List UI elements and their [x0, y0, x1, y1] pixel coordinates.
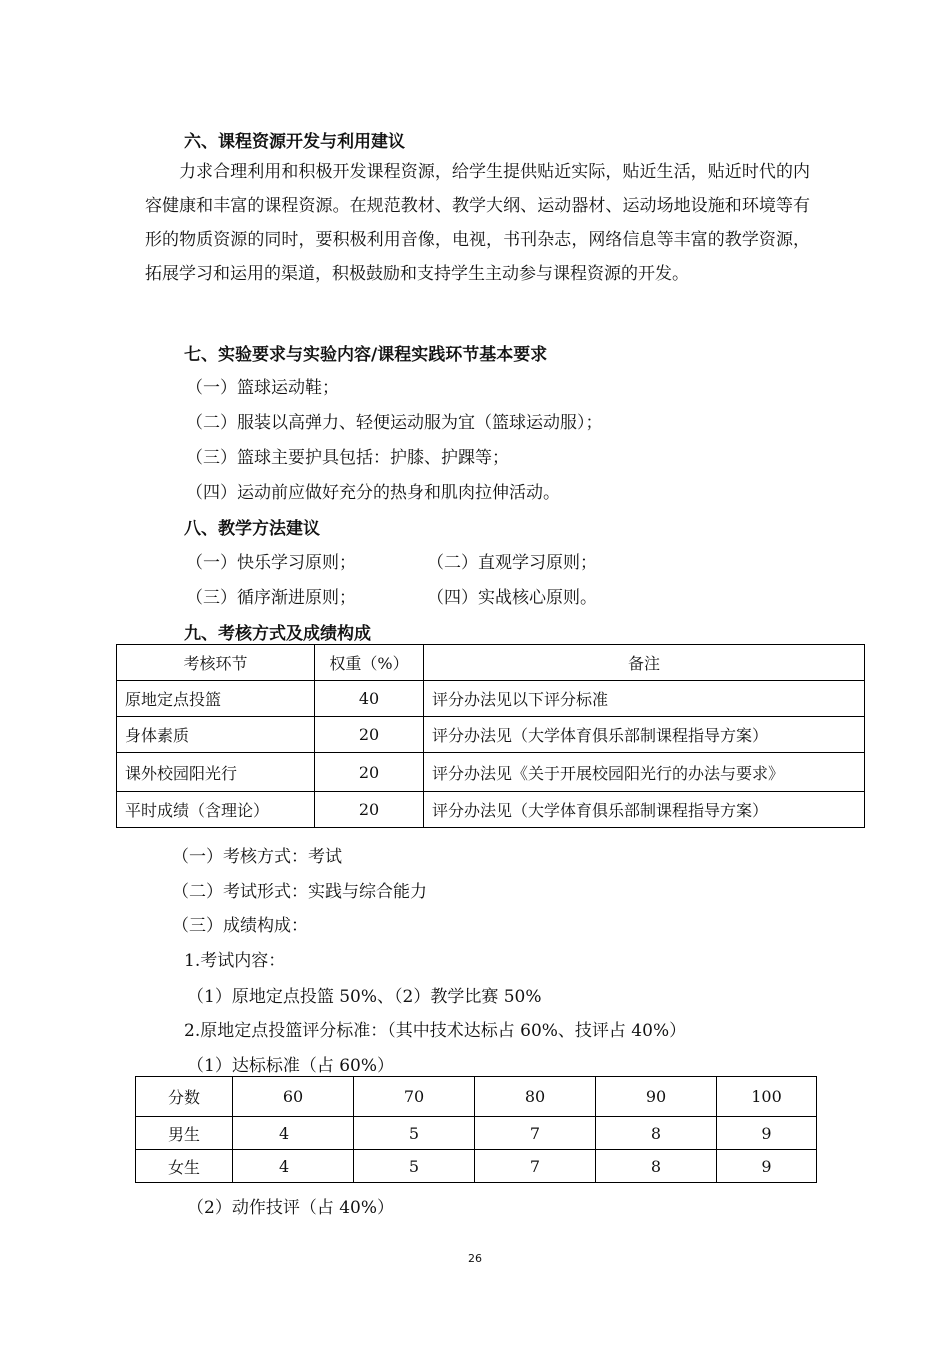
- score-header-cell: 分数: [136, 1077, 233, 1117]
- assessment-line: 1.考试内容：: [184, 951, 286, 971]
- score-cell: 8: [596, 1150, 717, 1183]
- table-row: [117, 681, 865, 717]
- assessment-line: （1）达标标准（占 60%）: [187, 1056, 395, 1076]
- assessment-line: （1）原地定点投篮 50%、（2）教学比赛 50%: [187, 987, 542, 1007]
- table-cell: 身体素质: [117, 717, 315, 753]
- table-row: [117, 717, 865, 753]
- score-header-cell: 100: [717, 1077, 817, 1117]
- assessment-line: （一）考核方式：考试: [172, 847, 342, 867]
- assessment-line: （二）考试形式：实践与综合能力: [172, 882, 427, 902]
- table-cell: 20: [315, 792, 424, 828]
- section-8-item: （三）循序渐进原则；: [186, 588, 356, 608]
- assessment-line: 2.原地定点投篮评分标准：（其中技术达标占 60%、技评占 40%）: [184, 1021, 687, 1041]
- score-cell: 5: [354, 1117, 475, 1150]
- score-cell: 7: [475, 1117, 596, 1150]
- assessment-line: （2）动作技评（占 40%）: [187, 1198, 395, 1218]
- section-8-heading: 八、教学方法建议: [184, 519, 320, 539]
- table-header-cell: 备注: [424, 645, 865, 681]
- section-8-item: （四）实战核心原则。: [427, 588, 597, 608]
- table-cell: 40: [315, 681, 424, 717]
- table-header-cell: 考核环节: [117, 645, 315, 681]
- page-number: 26: [468, 1252, 482, 1265]
- table-cell: 课外校园阳光行: [117, 753, 315, 792]
- score-header-cell: 60: [233, 1077, 354, 1117]
- table-header-row: [117, 645, 865, 681]
- score-cell: 4: [233, 1150, 354, 1183]
- table-cell: 原地定点投篮: [117, 681, 315, 717]
- score-header-row: [136, 1077, 817, 1117]
- table-cell: 评分办法见以下评分标准: [424, 681, 865, 717]
- table-cell: 20: [315, 717, 424, 753]
- table-cell: 评分办法见（大学体育俱乐部制课程指导方案）: [424, 717, 865, 753]
- score-cell: 4: [233, 1117, 354, 1150]
- section-8-item: （一）快乐学习原则；: [186, 553, 356, 573]
- score-cell: 9: [717, 1150, 817, 1183]
- score-row-female: [136, 1150, 817, 1183]
- score-header-cell: 90: [596, 1077, 717, 1117]
- table-cell: 平时成绩（含理论）: [117, 792, 315, 828]
- assessment-table: [116, 644, 865, 828]
- score-header-cell: 70: [354, 1077, 475, 1117]
- score-cell: 7: [475, 1150, 596, 1183]
- section-6-paragraph: 力求合理利用和积极开发课程资源，给学生提供贴近实际，贴近生活，贴近时代的内容健康和丰富的课程资源。在规范教材、教学大纲、运动器材、运动场地设施和环境等有形的物质资源的同时，要积极利用音像，电视，书刊杂志，网络信息等丰富的教学资源，拓展学习和运用的渠道，积极鼓励和支持学生主动参与课程资源的开发。: [145, 162, 810, 284]
- table-cell: 评分办法见（大学体育俱乐部制课程指导方案）: [424, 792, 865, 828]
- score-row-male: [136, 1117, 817, 1150]
- table-header-cell: 权重（%）: [315, 645, 424, 681]
- section-6-heading: 六、课程资源开发与利用建议: [184, 132, 405, 152]
- score-header-cell: 80: [475, 1077, 596, 1117]
- score-table: [135, 1076, 817, 1183]
- section-7-heading: 七、实验要求与实验内容/课程实践环节基本要求: [184, 345, 548, 365]
- score-cell: 8: [596, 1117, 717, 1150]
- table-cell: 20: [315, 753, 424, 792]
- score-cell: 5: [354, 1150, 475, 1183]
- section-7-item: （三）篮球主要护具包括：护膝、护踝等；: [186, 448, 509, 468]
- table-row: [117, 753, 865, 792]
- section-9-heading: 九、考核方式及成绩构成: [184, 624, 371, 644]
- section-7-item: （二）服装以高弹力、轻便运动服为宜（篮球运动服）；: [186, 413, 603, 433]
- table-row: [117, 792, 865, 828]
- table-cell: 评分办法见《关于开展校园阳光行的办法与要求》: [424, 753, 865, 792]
- score-cell: 女生: [136, 1150, 233, 1183]
- section-7-item: （一）篮球运动鞋；: [186, 378, 339, 398]
- score-cell: 男生: [136, 1117, 233, 1150]
- score-cell: 9: [717, 1117, 817, 1150]
- assessment-line: （三）成绩构成：: [172, 916, 308, 936]
- section-8-item: （二）直观学习原则；: [427, 553, 597, 573]
- section-7-item: （四）运动前应做好充分的热身和肌肉拉伸活动。: [186, 483, 560, 503]
